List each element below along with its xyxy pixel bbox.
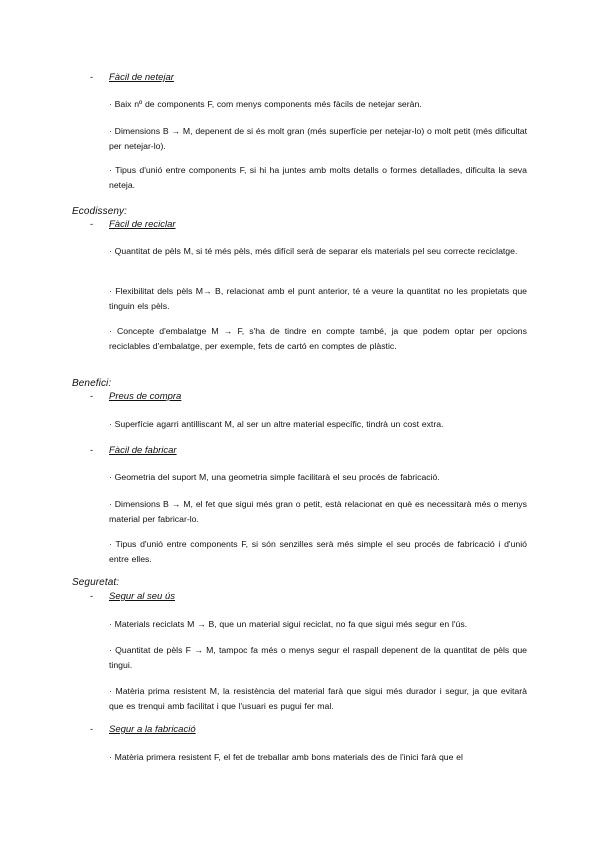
list-dash: - [90, 445, 94, 456]
paragraph: · Materials reciclats M → B, que un material sigui reciclat, no fa que sigui més segur en l'ús. [109, 619, 468, 629]
paragraph: · Quantitat de pèls M, si té més pèls, més difícil serà de separar els materials pel seu correcte reciclatge. [109, 246, 518, 256]
paragraph: · Baix nº de components F, com menys components més fàcils de netejar seràn. [109, 99, 422, 109]
paragraph: · Quantitat de pèls F → M, tampoc fa més o menys segur el raspall depenent de la quantitat de pèls que tingui. [109, 645, 527, 670]
section-title-ecodisseny: Ecodisseny: [72, 206, 128, 217]
subheading-label: Preus de compra [109, 391, 182, 402]
list-dash: - [90, 72, 94, 83]
paragraph: · Superfície agarri antilliscant M, al ser un altre material específic, tindrà un cost extra. [109, 419, 444, 429]
paragraph: · Flexibilitat dels pèls M→ B, relacionat amb el punt anterior, té a veure la quantitat no les propietats que tinguin els pèls. [109, 286, 527, 311]
paragraph: · Matèria primera resistent F, el fet de treballar amb bons materials des de l'inici farà que el [109, 752, 463, 762]
subheading-label: Segur al seu ús [109, 591, 176, 602]
paragraph: · Tipus d'unió entre components F, si són senzilles serà més simple el seu procés de fabricació i d'unió entre elles. [109, 539, 527, 564]
paragraph: · Geometria del suport M, una geometria simple facilitarà el seu procés de fabricació. [109, 472, 440, 482]
list-dash: - [90, 724, 94, 735]
subheading-label: Segur a la fabricació [109, 724, 196, 735]
paragraph: · Dimensions B → M, el fet que sigui més gran o petit, està relacionat en què es necessitarà més o menys material per fabricar-lo. [109, 499, 527, 524]
list-dash: - [90, 391, 94, 402]
section-title-benefici: Benefici: [72, 378, 112, 389]
subheading-label: Fàcil de fabricar [109, 445, 177, 456]
list-dash: - [90, 219, 94, 230]
paragraph: · Matèria prima resistent M, la resistència del material farà que sigui més durador i segur, ja que evitarà que es trenqui amb facilitat i que l'usuari es pugui fer mal. [109, 686, 527, 711]
section-title-seguretat: Seguretat: [72, 577, 120, 588]
paragraph: · Tipus d'unió entre components F, si hi ha juntes amb molts detalls o formes detallades, dificulta la seva neteja. [109, 165, 527, 190]
subheading-label: Fàcil de reciclar [109, 219, 176, 230]
list-dash: - [90, 591, 94, 602]
paragraph: · Concepte d'embalatge M → F, s'ha de tindre en compte també, ja que podem optar per opcions reciclables d'embalatge, per exemple, fets de cartó en comptes de plàstic. [109, 326, 527, 351]
paragraph: · Dimensions B → M, depenent de si és molt gran (més superfície per netejar-lo) o molt petit (més dificultat per netejar-lo). [109, 126, 527, 151]
subheading-label: Fàcil de netejar [109, 72, 174, 83]
